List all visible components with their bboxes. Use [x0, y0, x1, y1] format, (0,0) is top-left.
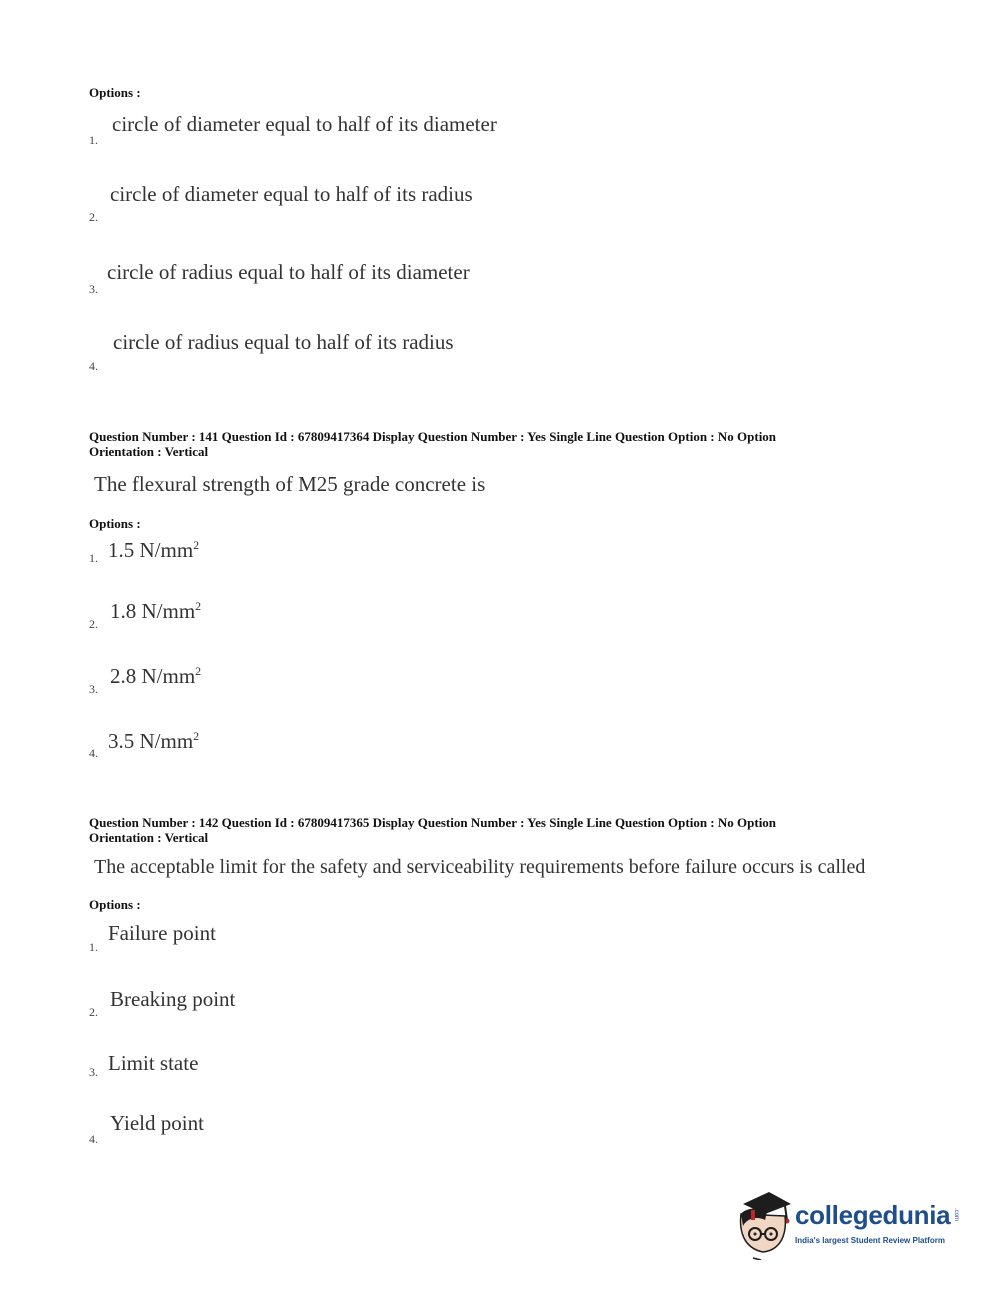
q141-option-1-number: 1. [89, 551, 98, 565]
collegedunia-logo [735, 1190, 960, 1260]
q142-option-2-number: 2. [89, 1005, 98, 1019]
q141-option-3-sup: 2 [195, 664, 202, 678]
q142-header-line1: Question Number : 142 Question Id : 67809417365 Display Question Number : Yes Single Line Question Option : No Option [89, 815, 777, 830]
q141-option-2-sup: 2 [195, 599, 202, 613]
q141-option-2-number: 2. [89, 617, 98, 631]
q140-option-4-number: 4. [89, 359, 98, 373]
q141-option-1-sup: 2 [193, 538, 200, 552]
q141-option-1-text: 1.5 N/mm [108, 538, 194, 562]
q142-option-1-text: Failure point [108, 921, 216, 945]
q140-option-4-text: circle of radius equal to half of its radius [113, 330, 454, 354]
q141-option-2 [110, 599, 201, 624]
q142-option-2-text: Breaking point [110, 987, 236, 1011]
q141-option-2-text: 1.8 N/mm [110, 599, 196, 623]
q141-option-4-sup: 2 [193, 729, 200, 743]
q141-header-line1: Question Number : 141 Question Id : 67809417364 Display Question Number : Yes Single Line Question Option : No Option [89, 429, 777, 444]
q141-question-text: The flexural strength of M25 grade concrete is [94, 472, 486, 496]
q142-option-4-text: Yield point [110, 1111, 204, 1135]
q142-option-4-number: 4. [89, 1132, 98, 1146]
q141-options-label: Options : [89, 516, 141, 531]
q140-option-1-text: circle of diameter equal to half of its diameter [112, 112, 497, 136]
q142-option-3-number: 3. [89, 1065, 98, 1079]
q141-option-4-text: 3.5 N/mm [108, 729, 194, 753]
q141-option-4-number: 4. [89, 746, 98, 760]
q142-header [89, 815, 776, 845]
logo-com-suffix: .com [953, 1208, 959, 1222]
q140-option-1-number: 1. [89, 133, 98, 147]
q142-option-3-text: Limit state [108, 1051, 199, 1075]
mascot-icon [735, 1190, 795, 1260]
q140-options-label: Options : [89, 85, 141, 100]
q141-option-1 [108, 538, 199, 563]
q141-option-4 [108, 729, 199, 754]
q141-option-3 [110, 664, 201, 689]
logo-wordmark: collegedunia [795, 1200, 951, 1230]
q142-option-1-number: 1. [89, 940, 98, 954]
logo-tagline: India's largest Student Review Platform [795, 1236, 945, 1245]
q141-header-line2: Orientation : Vertical [89, 444, 209, 459]
q140-option-2-number: 2. [89, 210, 98, 224]
q141-option-3-number: 3. [89, 682, 98, 696]
q141-option-3-text: 2.8 N/mm [110, 664, 196, 688]
q142-header-line2: Orientation : Vertical [89, 830, 209, 845]
q142-options-label: Options : [89, 897, 141, 912]
q140-option-3-text: circle of radius equal to half of its diameter [107, 260, 470, 284]
q141-header [89, 429, 776, 459]
q140-option-3-number: 3. [89, 282, 98, 296]
q142-question-text: The acceptable limit for the safety and serviceability requirements before failure occurs is called [94, 856, 866, 878]
q140-option-2-text: circle of diameter equal to half of its radius [110, 182, 473, 206]
